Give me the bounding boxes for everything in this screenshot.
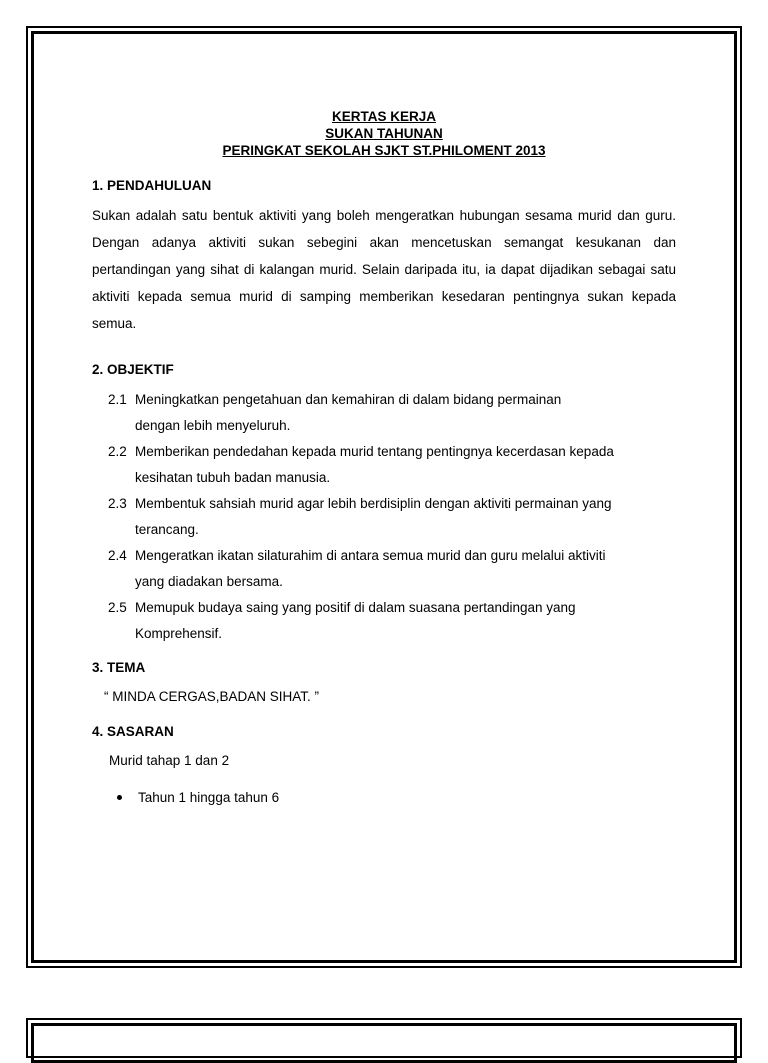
objective-item xyxy=(92,439,676,491)
title-line-3: PERINGKAT SEKOLAH SJKT ST.PHILOMENT 2013 xyxy=(222,143,546,158)
bullet-text: Tahun 1 hingga tahun 6 xyxy=(138,790,280,805)
bullet-list-item xyxy=(92,789,676,806)
target-text: Murid tahap 1 dan 2 xyxy=(109,753,230,768)
intro-paragraph: Sukan adalah satu bentuk aktiviti yang boleh mengeratkan hubungan sesama murid dan guru. Dengan adanya aktiviti sukan sebegini akan mencetuskan semangat kesukanan dan pertandingan yang sihat di kalangan murid. Selain daripada itu, ia dapat dijadikan sebagai satu aktiviti kepada semua murid di samping memberikan kesedaran pentingnya sukan kepada semua. xyxy=(92,208,676,331)
objective-text-cont: kesihatan tubuh badan manusia. xyxy=(135,470,331,485)
bullet-icon xyxy=(117,795,122,800)
section-heading-objektif: 2. OBJEKTIF xyxy=(92,362,174,377)
next-page-border-inner xyxy=(31,1023,737,1063)
objective-number: 2.1 xyxy=(108,392,127,407)
objective-number: 2.2 xyxy=(108,444,127,459)
objective-text: Mengeratkan ikatan silaturahim di antara semua murid dan guru melalui aktiviti xyxy=(135,548,606,563)
objective-list xyxy=(92,387,676,647)
document-title xyxy=(92,108,676,159)
objective-item xyxy=(92,595,676,647)
title-line-2: SUKAN TAHUNAN xyxy=(325,126,443,141)
section-heading-tema: 3. TEMA xyxy=(92,660,146,675)
objective-number: 2.4 xyxy=(108,548,127,563)
objective-item xyxy=(92,387,676,439)
theme-text: “ MINDA CERGAS,BADAN SIHAT. ” xyxy=(104,689,320,704)
section-heading-pendahuluan: 1. PENDAHULUAN xyxy=(92,178,212,193)
document-content xyxy=(92,108,676,806)
objective-text-cont: yang diadakan bersama. xyxy=(135,574,283,589)
objective-text: Meningkatkan pengetahuan dan kemahiran di dalam bidang permainan xyxy=(135,392,562,407)
objective-number: 2.5 xyxy=(108,600,127,615)
objective-text: Memberikan pendedahan kepada murid tentang pentingnya kecerdasan kepada xyxy=(135,444,614,459)
title-line-1: KERTAS KERJA xyxy=(331,109,436,124)
section-heading-sasaran: 4. SASARAN xyxy=(92,724,174,739)
objective-text: Memupuk budaya saing yang positif di dalam suasana pertandingan yang xyxy=(135,600,576,615)
objective-item xyxy=(92,543,676,595)
objective-text-cont: dengan lebih menyeluruh. xyxy=(135,418,291,433)
objective-text: Membentuk sahsiah murid agar lebih berdisiplin dengan aktiviti permainan yang xyxy=(135,496,612,511)
objective-number: 2.3 xyxy=(108,496,127,511)
objective-text-cont: Komprehensif. xyxy=(135,626,223,641)
objective-text-cont: terancang. xyxy=(135,522,199,537)
objective-item xyxy=(92,491,676,543)
